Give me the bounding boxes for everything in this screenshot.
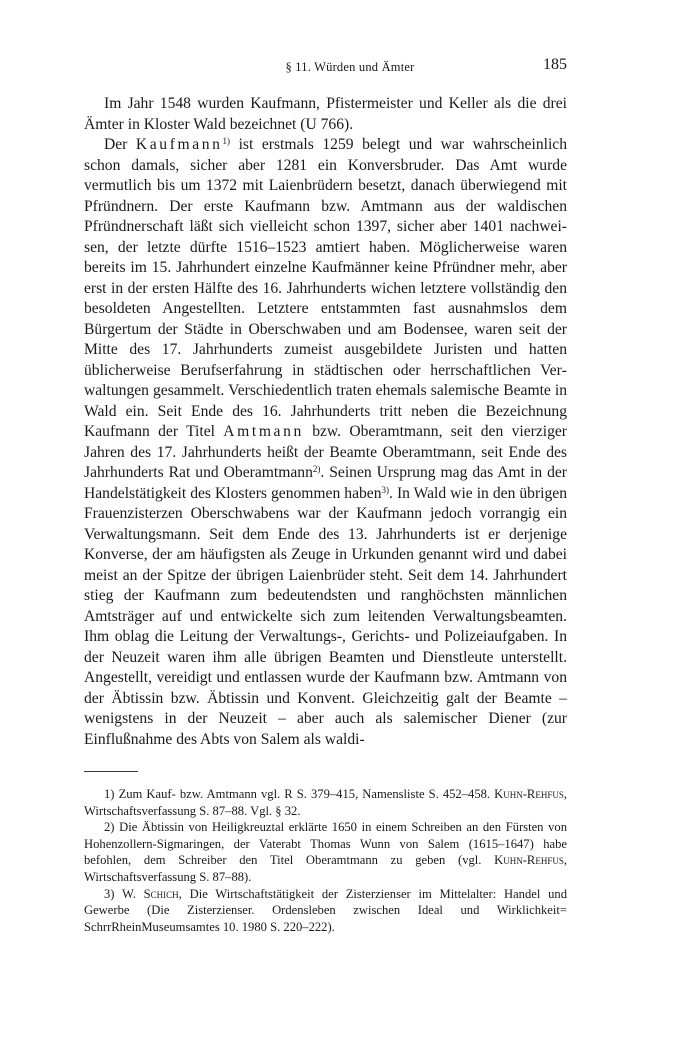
term-kaufmann: Kaufmann — [135, 136, 223, 153]
footnote-2 — [84, 819, 567, 885]
footnote-3-text-a: W. — [114, 886, 144, 901]
footnote-2-text-b: , Wirtschaftsverfassung S. 87–88). — [84, 853, 567, 884]
running-head-title: § 11. Würden und Ämter — [285, 60, 415, 74]
footnote-2-mark: 2) — [104, 820, 115, 835]
footnote-1-text-b: , Wirtschaftsverfassung S. 87–88. Vgl. § 32. — [84, 787, 567, 818]
footnote-3-mark: 3) — [104, 886, 115, 901]
footnote-1 — [84, 786, 567, 819]
footnote-separator — [84, 771, 138, 772]
paragraph-2-lead: Der — [104, 136, 136, 153]
footnote-1-author: Kuhn-Rehfus — [494, 787, 564, 801]
main-text — [84, 94, 567, 750]
footnote-ref-3[interactable]: 3) — [381, 484, 390, 495]
term-amtmann: Amtmann — [223, 423, 304, 440]
page-number: 185 — [543, 56, 567, 73]
footnote-ref-1[interactable]: 1) — [222, 136, 231, 146]
paragraph-2-text-a: ist erstmals 1259 belegt und war wahrscheinlich schon damals, sicher aber 1281 ein Konversbruder. Das Amt wurde vermutlich bis um 1372 mit Laienbrüdern besetzt, danach überwiegend mit Pfründnern. Der erste Kaufmann bzw. Amtmann aus der waldischen Pfründnerschaft läßt sich vielleicht schon 1397, sicher aber 1401 nachweisen, der letzte dürfte 1516–1523 amtiert haben. Möglicherweise waren bereits im 15. Jahrhundert einzelne Kaufmänner keine Pfründner mehr, aber erst in der ersten Hälfte des 16. Jahrhunderts wichen letztere vollständig den besoldeten Angestellten. Letztere entstammten fast ausnahmslos dem Bürgertum der Städte in Oberschwaben und am Bodensee, waren seit der Mitte des 17. Jahrhunderts zumeist ausgebildete Juristen und hatten üblicherweise Berufserfahrung in städtischen oder herrschaftlichen Verwaltungen gesammelt. Verschiedentlich traten ehemals salemische Beamte in Wald ein. Seit Ende des 16. Jahrhunderts tritt neben die Bezeichnung Kaufmann der Titel — [84, 136, 567, 440]
footnote-3-author: Schich — [143, 886, 179, 901]
paragraph-2 — [84, 135, 567, 750]
paragraph-2-text-b: bzw. Oberamtmann, seit den vierziger Jahren des 17. Jahrhunderts heißt der Beamte Oberamtmann, seit Ende des Jahrhunderts Rat und Oberamtmann — [84, 423, 567, 481]
footnotes — [84, 786, 567, 935]
paragraph-1: Im Jahr 1548 wurden Kaufmann, Pfistermeister und Keller als die drei Ämter in Kloster Wald bezeichnet (U 766). — [84, 95, 567, 133]
running-head — [0, 56, 700, 78]
paragraph-2-text-d: . In Wald wie in den übrigen Frauenzisterzen Oberschwabens war der Kaufmann jedoch vorrangig ein Verwaltungsmann. Seit dem Ende des 13. Jahrhunderts ist er derjenige Konverse, der am häufigsten als Zeuge in Urkunden genannt wird und dabei meist an der Spitze der übrigen Laienbrüder steht. Seit dem 14. Jahrhundert stieg der Kaufmann zum bedeutendsten und ranghöchsten männlichen Amtsträger auf und entwickelte sich zum leitenden Verwaltungsbeamten. Ihm oblag die Leitung der Verwaltungs-, Gerichts- und Polizeiaufgaben. In der Neuzeit waren ihm alle übrigen Beamten und Dienstleute unterstellt. Angestellt, vereidigt und entlassen wurde der Kaufmann bzw. Amtmann von der Äbtissin bzw. Äbtissin und Konvent. Gleichzeitig galt der Beamte – wenigstens in der Neuzeit – aber auch als salemischer Diener (zur Einflußnahme des Abts von Salem als waldi- — [84, 484, 568, 748]
footnote-ref-2[interactable]: 2) — [312, 464, 321, 474]
footnote-3 — [84, 886, 567, 936]
footnote-3-text-b: , Die Wirtschaftstätigkeit der Zisterzienser im Mittelalter: Handel und Gewerbe (Die Zisterzienser. Ordensleben zwischen Ideal und Wirklichkeit= SchrrRheinMuseumsamtes 10. 1980 S. 220–222). — [84, 886, 567, 934]
footnote-1-text-a: Zum Kauf- bzw. Amtmann vgl. R S. 379–415, Namensliste S. 452–458. — [114, 787, 495, 801]
paragraph-2-text-c: . Seinen Ursprung mag das Amt in der Handelstätigkeit des Klosters genommen haben — [84, 464, 568, 502]
footnote-2-author: Kuhn-Rehfus — [494, 853, 564, 868]
footnote-1-mark: 1) — [104, 787, 115, 801]
footnote-2-text-a: Die Äbtissin von Heiligkreuztal erklärte 1650 in einem Schreiben an den Fürsten von Hohenzollern-Sigmaringen, der Vaterabt Thomas Wunn von Salem (1615–1647) habe befohlen, dem Schreiber den Titel Oberamtmann zu geben (vgl. — [84, 820, 567, 868]
